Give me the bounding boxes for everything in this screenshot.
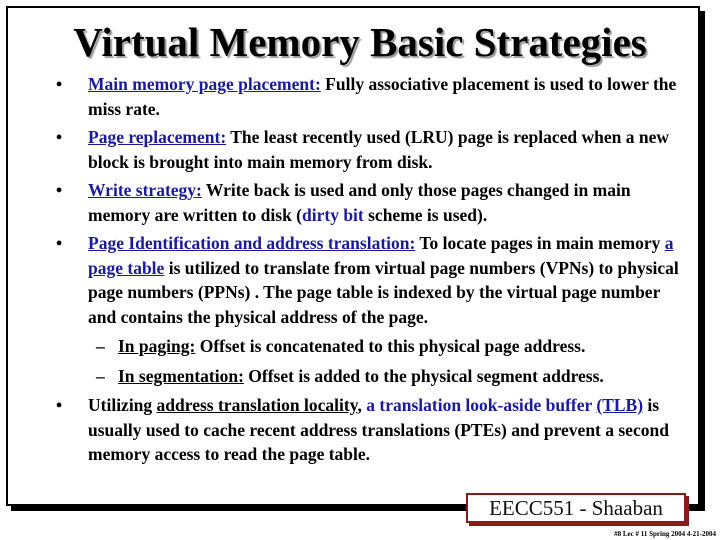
bullet-page-placement (56, 72, 688, 121)
bullet-page-identification (56, 231, 688, 329)
slide-footer: #8 Lec # 11 Spring 2004 4-21-2004 (614, 530, 716, 538)
dash-glyph: – (96, 365, 105, 386)
highlight-locality: address translation locality (156, 395, 358, 415)
bullet-write-strategy (56, 178, 688, 227)
highlight-dirty-bit: dirty bit (302, 204, 364, 225)
subitem-label: In segmentation: (118, 365, 244, 386)
bullet-page-replacement (56, 125, 688, 174)
bullet-glyph: • (56, 127, 63, 147)
highlight-page-table: a page table (88, 233, 674, 278)
bullet-glyph: • (56, 74, 63, 94)
bullet-label: Write strategy: (88, 180, 202, 200)
bullet-tlb (56, 393, 688, 467)
bullet-text: is usually used to cache recent address translations (PTEs) and prevent a second memory access to read the page table. (88, 395, 669, 464)
bullet-glyph: • (56, 233, 63, 253)
bullet-label: Page replacement: (88, 127, 227, 147)
bullet-text: scheme is used). (363, 204, 488, 225)
subitem-text: Offset is added to the physical segment address. (243, 365, 604, 386)
subitem-segmentation (56, 364, 688, 389)
bullet-label: Page Identification and address translation: (88, 233, 416, 253)
bullet-text: To locate pages in main memory (415, 233, 665, 253)
course-badge: EECC551 - Shaaban (466, 493, 686, 523)
highlight-tlb-abbr: (TLB) (596, 395, 644, 415)
bullet-text: Utilizing (88, 395, 157, 415)
dash-glyph: – (96, 336, 105, 356)
bullet-text: Fully associative placement is used to lower the miss rate. (88, 74, 677, 119)
bullet-glyph: • (56, 180, 63, 200)
subitem-paging (56, 334, 688, 359)
bullet-text: The least recently used (LRU) page is replaced when a new block is brought into main memory from disk. (88, 127, 670, 172)
subitem-text: Offset is concatenated to this physical page address. (195, 336, 586, 356)
highlight-tlb: a translation look-aside buffer (366, 395, 597, 415)
bullet-label: Main memory page placement: (88, 74, 321, 94)
subitem-label: In paging: (118, 336, 196, 356)
bullet-text: is utilized to translate from virtual page numbers (VPNs) to physical page numbers (PPNs) . The page table is indexed by the virtual page number and contains the physical address of the page. (88, 257, 679, 327)
bullet-text: Write back is used and only those pages changed in main memory are written to disk ( (88, 180, 631, 225)
bullet-glyph: • (56, 395, 63, 415)
slide-content (56, 72, 688, 471)
slide-title: Virtual Memory Basic Strategies (73, 19, 647, 65)
bullet-text: , (357, 395, 367, 415)
